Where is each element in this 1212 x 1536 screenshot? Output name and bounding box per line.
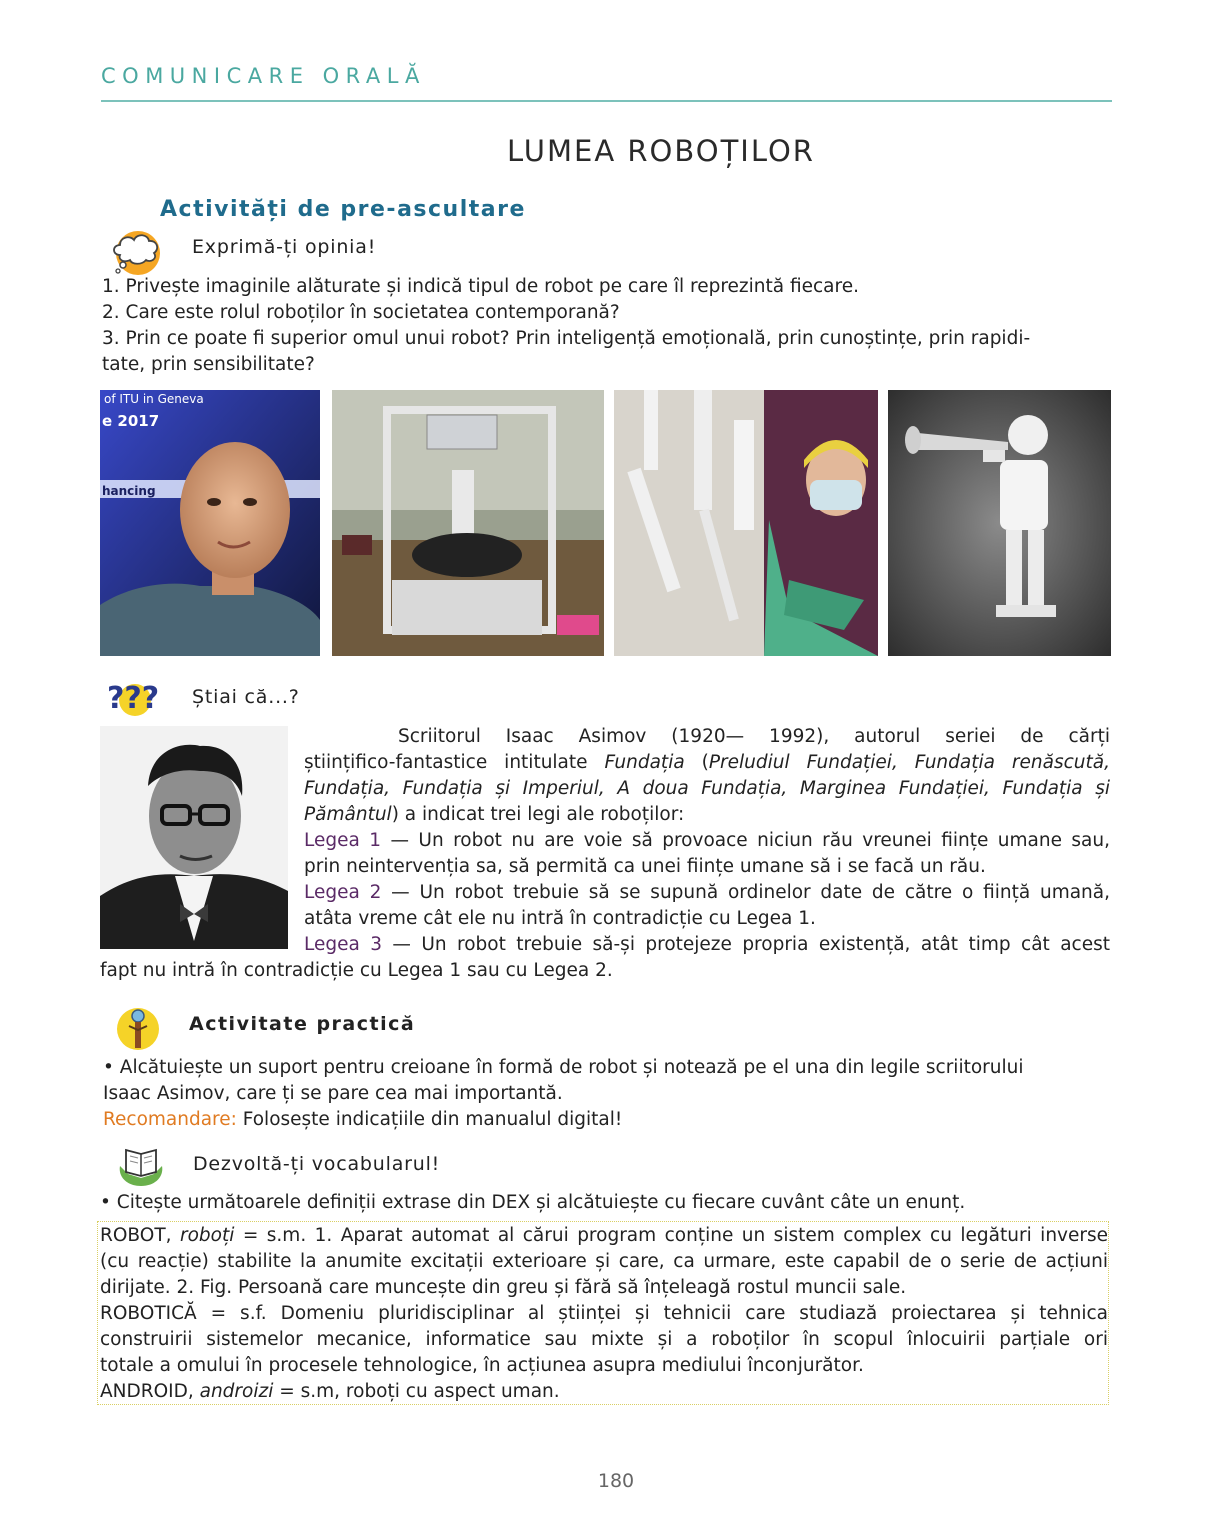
recommendation-text: Folosește indicațiile din manualul digital! xyxy=(236,1109,623,1130)
law-1-text-a: — Un robot nu are voie să provoace niciun rău vreunei ființe umane sau, xyxy=(381,830,1110,851)
asimov-line-1 xyxy=(398,724,1110,750)
photo1-sign-line3: hancing xyxy=(102,484,156,498)
law-2-line-b: atâta vreme cât ele nu intră în contradicție cu Legea 1. xyxy=(304,908,816,929)
dex-robotica-line-1: ROBOTICĂ = s.f. Domeniu pluridisciplinar al științei și tehnicii care studiază proiectarea și tehnica xyxy=(100,1303,1108,1324)
dex-robot-line-1 xyxy=(100,1223,1108,1249)
law-1-line-b: prin neintervenția sa, să permită ca unei ființe umane să i se facă un rău. xyxy=(304,856,986,877)
dex-robot-term: ROBOT, xyxy=(100,1225,180,1246)
page-number: 180 xyxy=(597,1470,635,1492)
asimov-line-2 xyxy=(304,750,1110,776)
dex-android-line xyxy=(100,1379,1108,1405)
photo-cooking-robot xyxy=(332,390,604,656)
recommendation-label: Recomandare: xyxy=(103,1109,237,1130)
vocabulary-label: Dezvoltă-ți vocabularul! xyxy=(193,1153,441,1175)
law-1-line-a xyxy=(304,828,1110,854)
book-hands-icon xyxy=(116,1144,166,1188)
law-2-label: Legea 2 xyxy=(304,882,382,903)
question-marks-icon xyxy=(105,672,163,718)
recommendation-line xyxy=(103,1107,1113,1133)
question-1: 1. Privește imaginile alăturate și indică tipul de robot pe care îl reprezintă fiecare. xyxy=(102,276,859,297)
law-3-label: Legea 3 xyxy=(304,934,383,955)
dex-robot-def-1: = s.m. 1. Aparat automat al cărui program conține un sistem complex cu legături inverse xyxy=(234,1225,1108,1246)
law-3-line-b: fapt nu intră în contradicție cu Legea 1 sau cu Legea 2. xyxy=(100,960,613,981)
asimov-line-2-a: științifico-fantastice intitulate xyxy=(304,752,605,773)
photo-surgical-robot xyxy=(614,390,878,656)
asimov-line-4-italic: Pământul xyxy=(304,804,392,825)
asimov-line-3-italic: Fundația, Fundația și Imperiul, A doua Fundația, Marginea Fundației, Fundația și xyxy=(304,778,1110,799)
photo-trumpet-robot xyxy=(888,390,1111,656)
question-3: 3. Prin ce poate fi superior omul unui robot? Prin inteligență emoțională, prin cunoștințe, prin rapidi- xyxy=(102,328,1031,349)
pre-listening-heading: Activități de pre-ascultare xyxy=(160,197,526,222)
vocabulary-instruction: • Citește următoarele definiții extrase din DEX și alcătuiește cu fiecare cuvânt câte un enunț. xyxy=(100,1192,966,1213)
question-3-cont: tate, prin sensibilitate? xyxy=(102,354,315,375)
law-1-label: Legea 1 xyxy=(304,830,382,851)
photo1-sign-line1: of ITU in Geneva xyxy=(104,392,204,406)
law-2-line-a xyxy=(304,880,1110,906)
photo-humanoid-robot xyxy=(100,390,320,656)
asimov-line-4 xyxy=(304,802,1110,828)
practical-line-2: Isaac Asimov, care ți se pare cea mai importantă. xyxy=(103,1083,563,1104)
dex-robotica-line-2: construirii sistemelor mecanice, informatice sau mixte și a roboților în scopul înlocuirii parțiale ori xyxy=(100,1329,1108,1350)
svg-text:???: ??? xyxy=(107,681,160,716)
law-3-line-a xyxy=(304,932,1110,958)
asimov-line-2-italic-a: Fundația xyxy=(604,752,685,773)
question-2: 2. Care este rolul roboților în societatea contemporană? xyxy=(102,302,620,323)
asimov-line-3 xyxy=(304,776,1110,802)
page-title: LUMEA ROBOȚILOR xyxy=(507,134,815,168)
law-3-text-a: — Un robot trebuie să-și protejeze propria existență, atât timp cât acest xyxy=(382,934,1110,955)
practical-line-1: • Alcătuiește un suport pentru creioane în formă de robot și notează pe el una din legile scriitorului xyxy=(103,1057,1024,1078)
thought-cloud-icon xyxy=(108,225,164,277)
dex-robot-plural: roboți xyxy=(179,1225,235,1246)
dex-android-plural: androizi xyxy=(199,1381,274,1402)
dex-android-def: = s.m, roboți cu aspect uman. xyxy=(273,1381,560,1402)
section-header: COMUNICARE ORALĂ xyxy=(101,64,426,88)
dex-android-term: ANDROID, xyxy=(100,1381,200,1402)
asimov-portrait xyxy=(100,726,288,949)
opinion-label: Exprimă-ți opinia! xyxy=(192,236,377,258)
law-2-text-a: — Un robot trebuie să se supună ordinelor date de către o ființă umană, xyxy=(381,882,1110,903)
asimov-line-2-italic-b: Preludiul Fundației, Fundația renăscută, xyxy=(708,752,1110,773)
practical-label: Activitate practică xyxy=(189,1013,416,1035)
dex-robot-line-3: dirijate. 2. Fig. Persoană care muncește din greu și fără să înțeleagă rostul muncii sale. xyxy=(100,1277,907,1298)
header-divider xyxy=(101,100,1112,102)
dex-robotica-line-3: totale a omului în procesele tehnologice, în acțiunea asupra mediului înconjurător. xyxy=(100,1355,864,1376)
dex-robot-line-2: (cu reacție) stabilite la anumite excitații exterioare și care, ca urmare, este capabil de o serie de acțiuni xyxy=(100,1251,1108,1272)
asimov-line-4-text: ) a indicat trei legi ale roboților: xyxy=(391,804,685,825)
photo1-sign-line2: e 2017 xyxy=(102,412,160,430)
lightbulb-tool-icon xyxy=(115,1004,161,1052)
asimov-line-2-b: ( xyxy=(684,752,709,773)
did-you-know-label: Știai că...? xyxy=(192,686,300,708)
asimov-line-1-text: Scriitorul Isaac Asimov (1920— 1992), autorul seriei de cărți xyxy=(398,726,1110,747)
